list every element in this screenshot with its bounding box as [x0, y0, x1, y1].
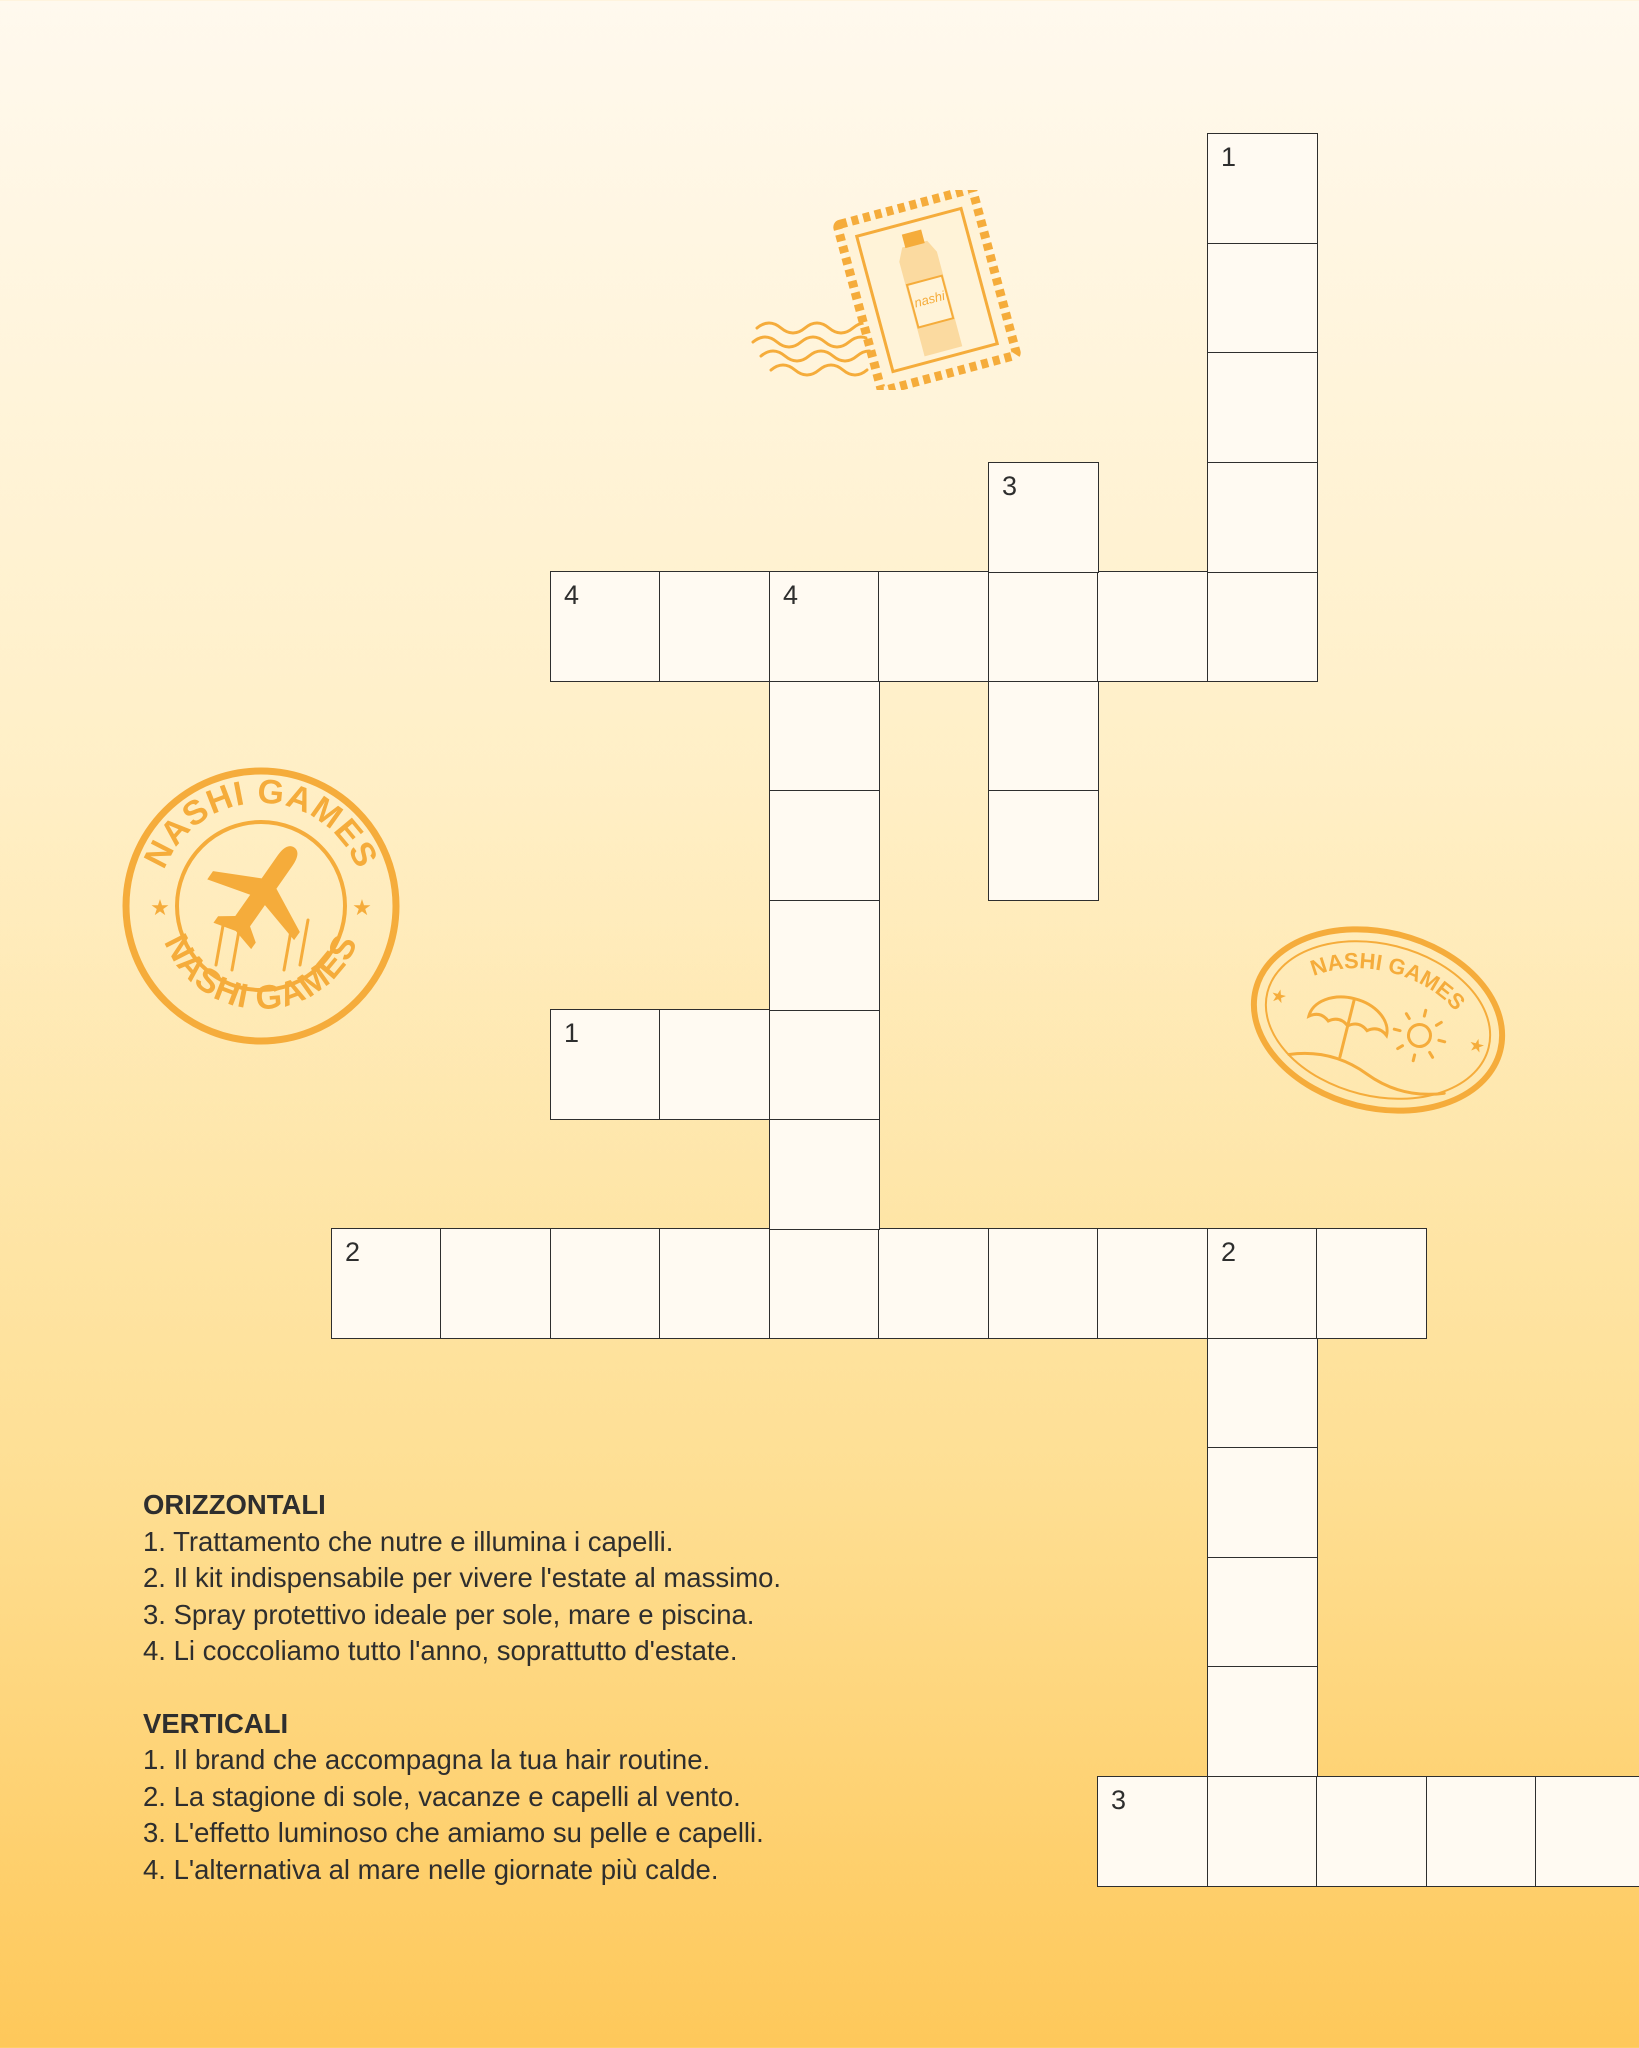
crossword-cell[interactable] [769, 1228, 880, 1339]
clues-down [143, 1706, 781, 1889]
cell-number: 3 [1111, 1785, 1127, 1815]
clue-across-2: 2. Il kit indispensabile per vivere l'estate al massimo. [143, 1562, 782, 1593]
crossword-cell[interactable] [1207, 1228, 1318, 1339]
crossword-cell[interactable] [769, 900, 880, 1011]
crossword-cell[interactable] [769, 1119, 880, 1230]
crossword-cell[interactable] [769, 790, 880, 901]
svg-text:★: ★ [352, 895, 372, 920]
clues-panel [143, 1487, 781, 1888]
stamp-oval-text: NASHI GAMES [1307, 948, 1471, 1016]
crossword-cell[interactable] [1207, 1776, 1318, 1887]
crossword-cell[interactable] [550, 571, 661, 682]
crossword-cell[interactable] [659, 571, 770, 682]
crossword-cell[interactable] [1316, 1228, 1427, 1339]
crossword-cell[interactable] [659, 1009, 770, 1120]
crossword-cell[interactable] [1426, 1776, 1537, 1887]
stamp-bottle-label: nashi [912, 287, 947, 311]
crossword-cell[interactable] [1207, 571, 1318, 682]
cell-number: 2 [1221, 1237, 1237, 1267]
clue-across-1: 1. Trattamento che nutre e illumina i capelli. [143, 1525, 674, 1557]
svg-text:★: ★ [1466, 1033, 1487, 1058]
clue-down-3: 3. L'effetto luminoso che amiamo su pelle e capelli. [143, 1817, 764, 1848]
crossword-cell[interactable] [1207, 352, 1318, 463]
svg-text:★: ★ [1268, 984, 1290, 1008]
crossword-cell[interactable] [440, 1228, 551, 1339]
crossword-cell[interactable] [1207, 1666, 1318, 1777]
crossword-cell[interactable] [988, 571, 1099, 682]
clue-down-2: 2. La stagione di sole, vacanze e capelli al vento. [143, 1780, 741, 1812]
crossword-cell[interactable] [659, 1228, 770, 1339]
clues-across [143, 1487, 781, 1670]
crossword-cell[interactable] [1207, 1557, 1318, 1668]
crossword-cell[interactable] [1207, 243, 1318, 354]
crossword-cell[interactable] [988, 462, 1099, 573]
crossword-cell[interactable] [550, 1009, 661, 1120]
crossword-cell[interactable] [988, 1228, 1099, 1339]
crossword-cell[interactable] [1207, 462, 1318, 573]
crossword-cell[interactable] [769, 681, 880, 792]
crossword-cell[interactable] [1097, 1776, 1208, 1887]
clue-down-4: 4. L'alternativa al mare nelle giornate più calde. [143, 1853, 719, 1885]
crossword-cell[interactable] [1097, 571, 1208, 682]
cell-number: 4 [783, 580, 799, 610]
cell-number: 1 [564, 1018, 580, 1048]
cell-number: 2 [345, 1237, 361, 1267]
clue-down-1: 1. Il brand che accompagna la tua hair routine. [143, 1744, 711, 1775]
cell-number: 1 [1221, 142, 1237, 172]
crossword-cell[interactable] [878, 1228, 989, 1339]
crossword-cell[interactable] [1097, 1228, 1208, 1339]
cell-number: 3 [1002, 471, 1018, 501]
svg-text:★: ★ [150, 895, 170, 920]
crossword-cell[interactable] [988, 790, 1099, 901]
crossword-cell[interactable] [769, 1009, 880, 1120]
clues-across-heading: ORIZZONTALI [143, 1489, 326, 1520]
cell-number: 4 [564, 580, 580, 610]
crossword-cell[interactable] [331, 1228, 442, 1339]
clue-across-4: 4. Li coccoliamo tutto l'anno, soprattutto d'estate. [143, 1635, 738, 1666]
clues-down-heading: VERTICALI [143, 1707, 289, 1739]
crossword-cell[interactable] [1535, 1776, 1639, 1887]
crossword-cell[interactable] [878, 571, 989, 682]
stamp-round-text-top: NASHI GAMES [136, 772, 386, 874]
clue-across-3: 3. Spray protettivo ideale per sole, mare e piscina. [143, 1598, 755, 1630]
crossword-cell[interactable] [1207, 133, 1318, 244]
crossword-cell[interactable] [988, 681, 1099, 792]
crossword-cell[interactable] [1207, 1338, 1318, 1449]
crossword-cell[interactable] [1207, 1447, 1318, 1558]
stamp-round-text-bottom: NASHI GAMES [156, 928, 366, 1018]
crossword-cell[interactable] [550, 1228, 661, 1339]
crossword-cell[interactable] [1316, 1776, 1427, 1887]
crossword-cell[interactable] [769, 571, 880, 682]
